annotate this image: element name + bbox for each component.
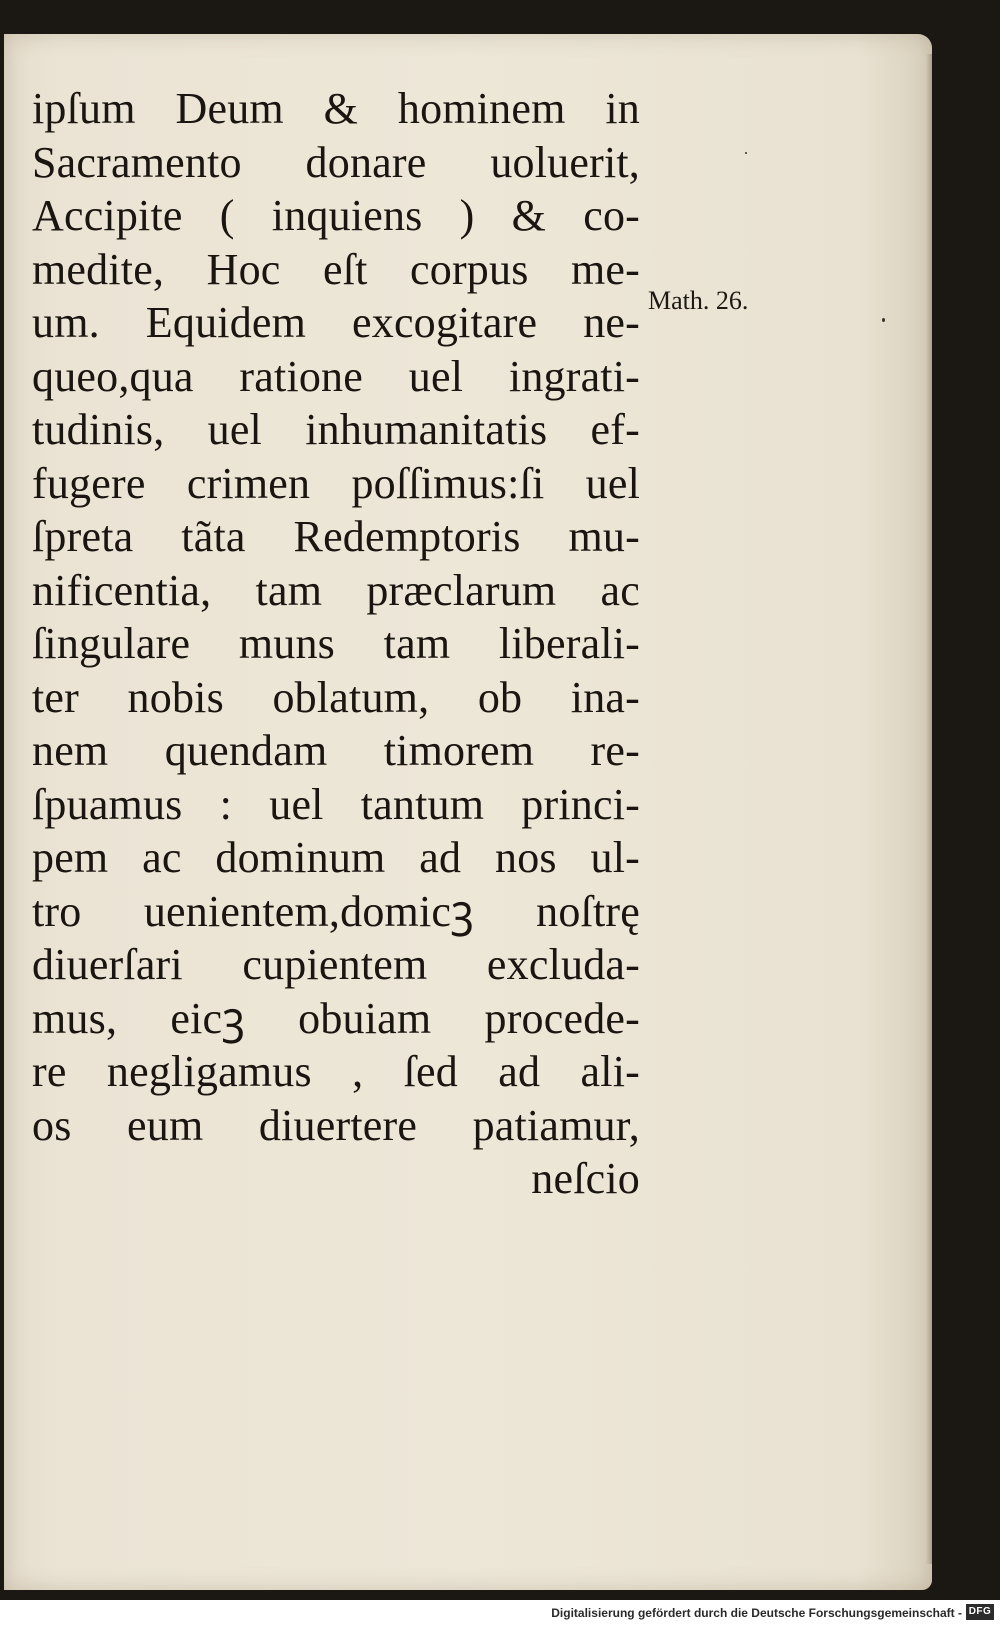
text-line: tro uenientem,domicꝫ noſtrę [32,886,640,936]
text-line: ipſum Deum & hominem in [32,84,640,133]
text-line: queo,qua ratione uel ingrati- [32,351,640,401]
dfg-logo: DFG [966,1604,994,1620]
text-line: ter nobis oblatum, ob ina- [32,672,640,722]
text-line: fugere crimen poſſimus:ſi uel [32,458,640,508]
text-line: Accipite ( inquiens ) & co- [32,191,640,240]
text-line: mus, eicꝫ obuiam procede- [32,993,640,1043]
text-line: ſpreta tãta Redemptoris mu- [32,512,640,561]
text-line: tudinis, uel inhumanitatis ef- [32,405,640,454]
text-line: medite, Hoc eſt corpus me- [32,244,640,294]
paper-speck [882,318,885,322]
text-line: um. Equidem excogitare ne- [32,298,640,347]
main-text-block [32,82,640,1206]
text-line: re negligamus , ſed ad ali- [32,1047,640,1096]
text-line: ſpuamus : uel tantum princi- [32,779,640,829]
text-line: ſingulare muns tam liberali- [32,619,640,668]
catchword: neſcio [531,1154,640,1203]
digitization-credit: Digitalisierung gefördert durch die Deutsche Forschungsgemeinschaft - [551,1606,962,1620]
text-line: diuerſari cupientem excluda- [32,940,640,989]
text-line: os eum diuertere patiamur, [32,1100,640,1150]
text-line: pem ac dominum ad nos ul- [32,833,640,882]
text-line: nem quendam timorem re- [32,726,640,775]
paper-speck [745,152,747,154]
text-line: Sacramento donare uoluerit, [32,137,640,187]
text-line: nificentia, tam præclarum ac [32,565,640,615]
marginal-note: Math. 26. [648,286,749,315]
page-edge-shadow [926,54,932,1564]
